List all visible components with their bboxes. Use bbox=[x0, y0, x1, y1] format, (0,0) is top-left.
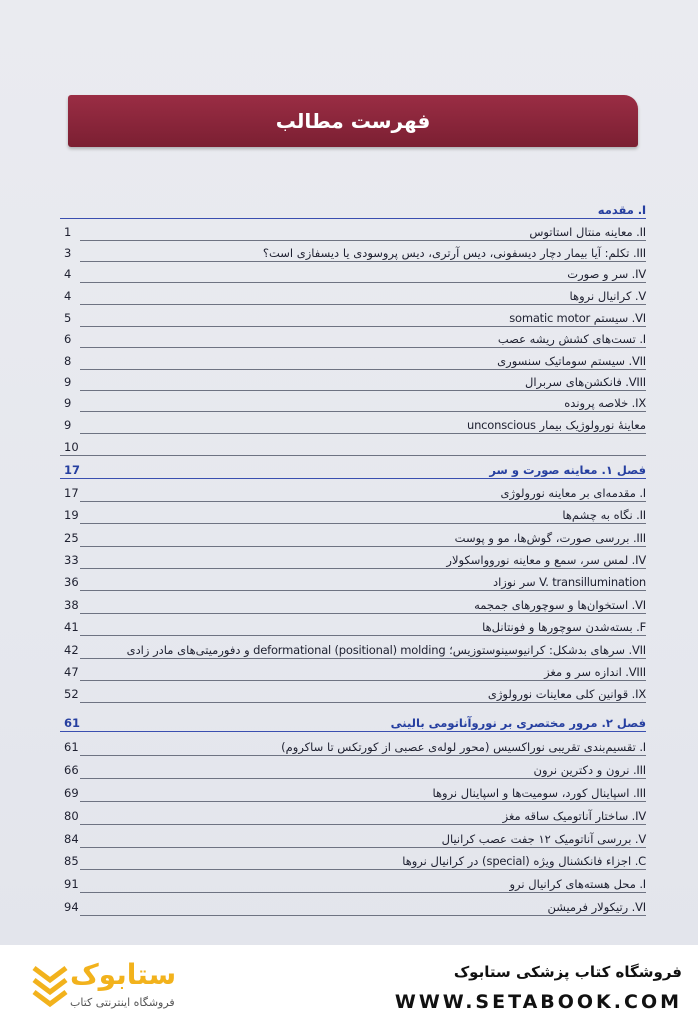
toc-row bbox=[60, 241, 646, 262]
toc-row bbox=[60, 735, 646, 756]
toc-entry-label: VI. رتیکولار فرمیشن bbox=[547, 900, 646, 914]
toc-entry-label: I. مقدمه‌ای بر معاینه نورولوژی bbox=[500, 486, 646, 500]
toc-leader-line bbox=[80, 801, 646, 802]
toc-row bbox=[60, 593, 646, 614]
toc-section-row bbox=[60, 458, 646, 479]
toc-entry-label: F. بسته‌شدن سوچورها و فونتانل‌ها bbox=[482, 620, 646, 634]
toc-page-number: 69 bbox=[64, 786, 79, 800]
toc-page-number: 36 bbox=[64, 575, 79, 589]
toc-row bbox=[60, 804, 646, 825]
toc-page-number: 9 bbox=[64, 396, 72, 410]
toc-leader-line bbox=[80, 411, 646, 412]
toc-page-number: 91 bbox=[64, 877, 79, 891]
toc-row bbox=[60, 682, 646, 703]
toc-entry-label: فصل ۱. معاینه صورت و سر bbox=[489, 463, 646, 477]
toc-entry-label: IX. قوانین کلی معاینات نورولوژی bbox=[487, 687, 646, 701]
toc-entry-label: IV. سر و صورت bbox=[567, 267, 646, 281]
toc-entry-label: VIII. اندازه سر و مغز bbox=[544, 665, 646, 679]
toc-leader-line bbox=[80, 680, 646, 681]
toc-row bbox=[60, 660, 646, 681]
toc-section-row bbox=[60, 711, 646, 732]
toc-leader-line bbox=[80, 915, 646, 916]
toc-page-number: 61 bbox=[64, 716, 81, 730]
toc-entry-label: III. بررسی صورت، گوش‌ها، مو و پوست bbox=[454, 531, 646, 545]
toc-row bbox=[60, 391, 646, 412]
toc-row bbox=[60, 895, 646, 916]
toc-title: فهرست مطالب bbox=[275, 109, 431, 133]
setabook-logo bbox=[30, 958, 270, 1018]
toc-row bbox=[60, 827, 646, 848]
toc-leader-line bbox=[80, 702, 646, 703]
toc-leader-line bbox=[80, 501, 646, 502]
toc-leader-line bbox=[80, 869, 646, 870]
toc-leader-line bbox=[60, 478, 646, 480]
toc-entry-label: معاینهٔ نورولوژیک بیمار unconscious bbox=[467, 418, 646, 432]
toc-page-number: 66 bbox=[64, 763, 79, 777]
chevron-logo-icon bbox=[30, 958, 70, 1014]
logo-brand: ستابوک bbox=[70, 958, 177, 991]
toc-leader-line bbox=[80, 755, 646, 756]
toc-row bbox=[60, 327, 646, 348]
toc-page-number: 19 bbox=[64, 508, 79, 522]
toc-leader-line bbox=[80, 658, 646, 659]
toc-row bbox=[60, 615, 646, 636]
toc-row bbox=[60, 526, 646, 547]
toc-entry-label: II. معاینه منتال استاتوس bbox=[529, 225, 646, 239]
toc-row bbox=[60, 413, 646, 434]
toc-entry-label: III. تکلم: آیا بیمار دچار دیسفونی، دیس آرتری، دیس پروسودی یا دیسفازی است؟ bbox=[262, 246, 646, 260]
toc-page-number: 38 bbox=[64, 598, 79, 612]
toc-page-number: 4 bbox=[64, 267, 72, 281]
toc-page-number: 10 bbox=[64, 440, 79, 454]
toc-page-number: 84 bbox=[64, 832, 79, 846]
toc-row bbox=[60, 262, 646, 283]
toc-leader-line bbox=[80, 523, 646, 524]
toc-page-number: 4 bbox=[64, 289, 72, 303]
toc-row bbox=[60, 435, 646, 456]
toc-page-number: 5 bbox=[64, 311, 72, 325]
toc-page-number: 85 bbox=[64, 854, 79, 868]
toc-leader-line bbox=[80, 824, 646, 825]
toc-entry-label: I. مقدمه bbox=[597, 203, 646, 217]
toc-page-number: 42 bbox=[64, 643, 79, 657]
toc-entry-label: I. تست‌های کشش ریشه عصب bbox=[497, 332, 646, 346]
toc-page-number: 94 bbox=[64, 900, 79, 914]
toc-page-number: 17 bbox=[64, 463, 81, 477]
toc-title-bar bbox=[68, 95, 638, 147]
toc-entry-label: VI. استخوان‌ها و سوچورهای جمجمه bbox=[474, 598, 646, 612]
toc-row bbox=[60, 306, 646, 327]
toc-leader-line bbox=[80, 546, 646, 547]
toc-entry-label: II. نگاه به چشم‌ها bbox=[562, 508, 646, 522]
toc-page-number: 3 bbox=[64, 246, 72, 260]
toc-row bbox=[60, 481, 646, 502]
toc-leader-line bbox=[60, 218, 646, 220]
toc-row bbox=[60, 849, 646, 870]
toc-page-number: 61 bbox=[64, 740, 79, 754]
toc-page-number: 8 bbox=[64, 354, 72, 368]
toc-entry-label: VII. سیستم سوماتیک سنسوری bbox=[497, 354, 646, 368]
toc-row bbox=[60, 548, 646, 569]
toc-leader-line bbox=[60, 731, 646, 733]
toc-entry-label: III. اسپاینال کورد، سومیت‌ها و اسپاینال نروها bbox=[432, 786, 646, 800]
toc-page-number: 41 bbox=[64, 620, 79, 634]
toc-leader-line bbox=[80, 613, 646, 614]
toc-leader-line bbox=[80, 778, 646, 779]
toc-entry-label: IV. لمس سر، سمع و معاینه نوروواسکولار bbox=[446, 553, 646, 567]
toc-row bbox=[60, 370, 646, 391]
toc-row bbox=[60, 638, 646, 659]
toc-entry-label: VII. سرهای بدشکل: کرانیوسینوستوزیس؛ deformational (positional) molding و دفورمیتی‌های مادر زادی bbox=[126, 643, 646, 657]
toc-leader-line bbox=[80, 892, 646, 893]
toc-row bbox=[60, 503, 646, 524]
toc-page-number: 9 bbox=[64, 418, 72, 432]
shop-url[interactable]: WWW.SETABOOK.COM bbox=[394, 991, 682, 1013]
toc-row bbox=[60, 349, 646, 370]
toc-leader-line bbox=[80, 635, 646, 636]
toc-entry-label: VI. سیستم somatic motor bbox=[509, 311, 646, 325]
toc-entry-label: C. اجزاء فانکشنال ویژه (special) در کرانیال نروها bbox=[402, 854, 646, 868]
toc-page-number: 52 bbox=[64, 687, 79, 701]
toc-entry-label: IV. ساختار آناتومیک ساقه مغز bbox=[502, 809, 646, 823]
toc-row bbox=[60, 758, 646, 779]
toc-leader-line bbox=[60, 455, 646, 456]
toc-row bbox=[60, 284, 646, 305]
toc-entry-label: I. تقسیم‌بندی تقریبی نوراکسیس (محور لوله‌ی عصبی از کورتکس تا ساکروم) bbox=[281, 740, 646, 754]
toc-leader-line bbox=[80, 282, 646, 283]
toc-entry-label: V. transillumination سر نوزاد bbox=[492, 575, 646, 589]
toc-entry-label: V. کرانیال نروها bbox=[569, 289, 646, 303]
toc-leader-line bbox=[80, 568, 646, 569]
toc-entry-label: VIII. فانکشن‌های سربرال bbox=[524, 375, 646, 389]
toc-entry-label: V. بررسی آناتومیک ۱۲ جفت عصب کرانیال bbox=[441, 832, 646, 846]
toc-page-number: 6 bbox=[64, 332, 72, 346]
logo-subtitle: فروشگاه اینترنتی کتاب bbox=[70, 996, 175, 1009]
toc-leader-line bbox=[80, 433, 646, 434]
toc-page-number: 25 bbox=[64, 531, 79, 545]
toc-entry-label: IX. خلاصه پرونده bbox=[564, 396, 646, 410]
toc-leader-line bbox=[80, 847, 646, 848]
toc-page-number: 9 bbox=[64, 375, 72, 389]
toc-page-number: 1 bbox=[64, 225, 72, 239]
toc-row bbox=[60, 570, 646, 591]
toc-page-number: 47 bbox=[64, 665, 79, 679]
toc-page-number: 80 bbox=[64, 809, 79, 823]
toc-page-number: 17 bbox=[64, 486, 79, 500]
toc-row bbox=[60, 220, 646, 241]
toc-page-number: 33 bbox=[64, 553, 79, 567]
toc-leader-line bbox=[80, 347, 646, 348]
toc-row bbox=[60, 872, 646, 893]
toc-section-row bbox=[60, 198, 646, 219]
shop-name: فروشگاه کتاب پزشکی ستابوک bbox=[453, 963, 682, 981]
toc-leader-line bbox=[80, 590, 646, 591]
toc-leader-line bbox=[80, 304, 646, 305]
toc-entry-label: I. محل هسته‌های کرانیال نرو bbox=[509, 877, 646, 891]
toc-entry-label: فصل ۲. مرور مختصری بر نوروآناتومی بالینی bbox=[390, 716, 646, 730]
toc-entry-label: III. نرون و دکترین نرون bbox=[533, 763, 646, 777]
toc-row bbox=[60, 781, 646, 802]
